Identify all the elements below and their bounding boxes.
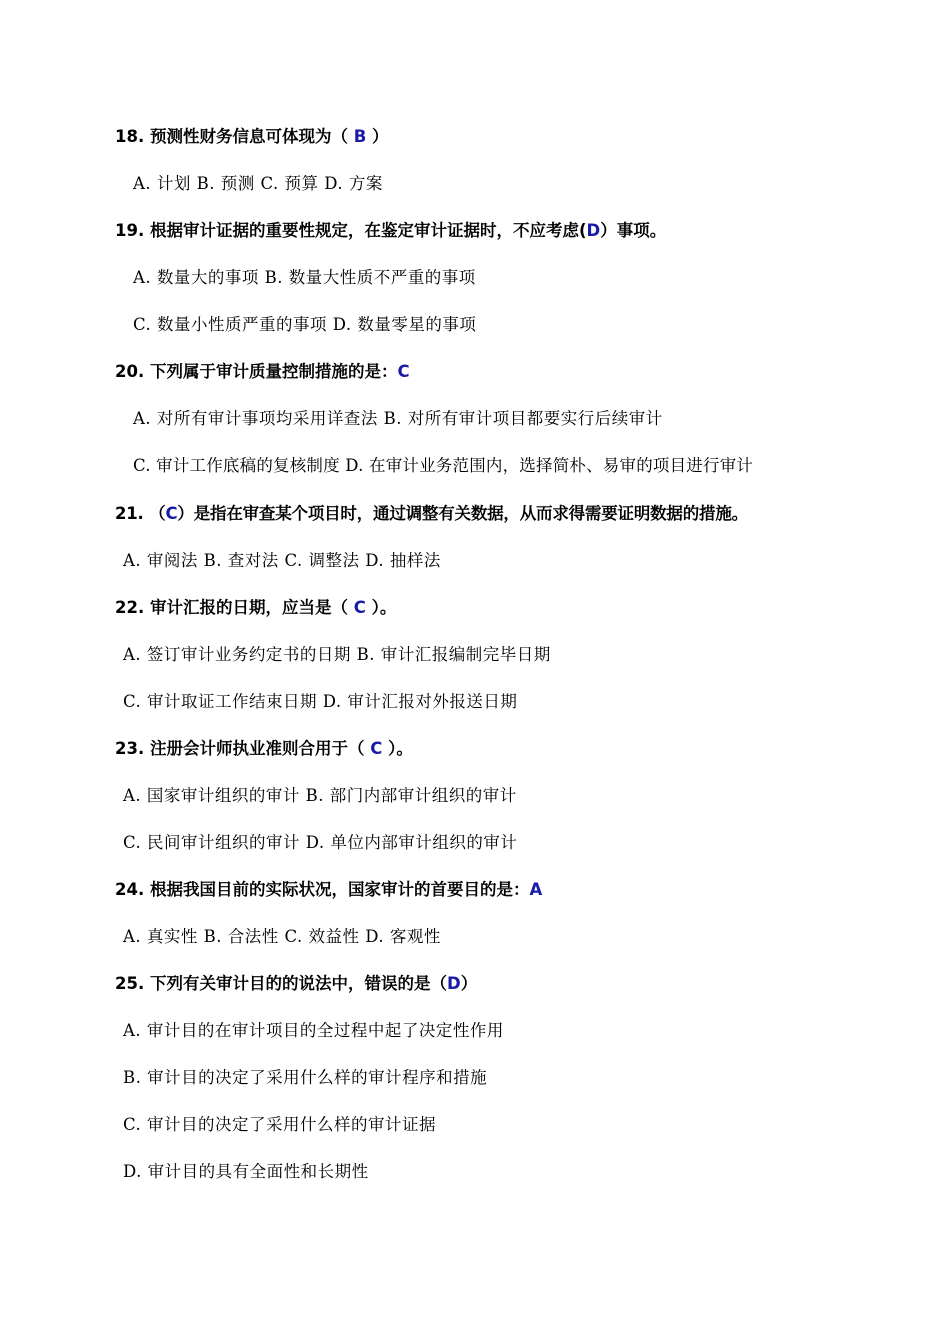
question-text: 下列属于审计质量控制措施的是：	[144, 362, 398, 381]
option-line: A. 真实性 B. 合法性 C. 效益性 D. 客观性	[123, 927, 441, 946]
option-line: C. 审计目的决定了采用什么样的审计证据	[123, 1115, 437, 1134]
option-line: C. 审计工作底稿的复核制度 D. 在审计业务范围内，选择简朴、易审的项目进行审计	[133, 456, 754, 475]
question-text-tail: ）是指在审查某个项目时，通过调整有关数据，从而求得需要证明数据的措施。	[177, 504, 748, 523]
option-line: A. 签订审计业务约定书的日期 B. 审计汇报编制完毕日期	[123, 645, 551, 664]
question-text-tail: ）	[366, 127, 389, 146]
option-line: D. 审计目的具有全面性和长期性	[123, 1162, 369, 1181]
question-text: 根据我国目前的实际状况，国家审计的首要目的是：	[144, 880, 530, 899]
question-text-tail: ）。	[365, 598, 397, 617]
answer-letter: C	[165, 504, 178, 523]
answer-letter: C	[397, 362, 410, 381]
question-number: 24.	[115, 880, 145, 899]
option-line: C. 民间审计组织的审计 D. 单位内部审计组织的审计	[123, 833, 518, 852]
question-text: 注册会计师执业准则合用于（	[144, 739, 371, 758]
question-20	[115, 362, 410, 382]
question-21	[115, 504, 748, 524]
question-text: 根据审计证据的重要性规定，在鉴定审计证据时，不应考虑(	[144, 221, 587, 240]
question-22	[115, 598, 396, 618]
option-line: A. 计划 B. 预测 C. 预算 D. 方案	[133, 174, 383, 193]
question-24	[115, 880, 542, 900]
question-number: 18.	[115, 127, 145, 146]
option-line: A. 数量大的事项 B. 数量大性质不严重的事项	[133, 268, 476, 287]
question-25	[115, 974, 477, 994]
question-number: 22.	[115, 598, 145, 617]
question-number: 20.	[115, 362, 145, 381]
question-text: 预测性财务信息可体现为（	[144, 127, 354, 146]
answer-letter: C	[370, 739, 383, 758]
question-number: 21.	[115, 504, 144, 523]
answer-letter: A	[529, 880, 543, 899]
question-text: 下列有关审计目的的说法中，错误的是（	[144, 974, 447, 993]
question-text-tail: ）。	[382, 739, 413, 758]
question-18	[115, 127, 389, 147]
question-text: 审计汇报的日期，应当是（	[144, 598, 354, 617]
answer-letter: D	[586, 221, 601, 240]
option-line: A. 审计目的在审计项目的全过程中起了决定性作用	[123, 1021, 504, 1040]
question-23	[115, 739, 413, 759]
question-number: 19.	[115, 221, 145, 240]
option-line: C. 审计取证工作结束日期 D. 审计汇报对外报送日期	[123, 692, 518, 711]
option-line: C. 数量小性质严重的事项 D. 数量零星的事项	[133, 315, 477, 334]
question-text-tail: ）事项。	[600, 221, 667, 240]
option-line: A. 国家审计组织的审计 B. 部门内部审计组织的审计	[123, 786, 517, 805]
question-number: 25.	[115, 974, 145, 993]
question-text: （	[143, 504, 166, 523]
answer-letter: B	[353, 127, 367, 146]
question-19	[115, 221, 666, 241]
question-text-tail: ）	[460, 974, 478, 993]
option-line: B. 审计目的决定了采用什么样的审计程序和措施	[123, 1068, 488, 1087]
option-line: A. 对所有审计事项均采用详查法 B. 对所有审计项目都要实行后续审计	[133, 409, 663, 428]
answer-letter: C	[353, 598, 366, 617]
option-line: A. 审阅法 B. 查对法 C. 调整法 D. 抽样法	[123, 551, 441, 570]
answer-letter: D	[446, 974, 461, 993]
question-number: 23.	[115, 739, 145, 758]
